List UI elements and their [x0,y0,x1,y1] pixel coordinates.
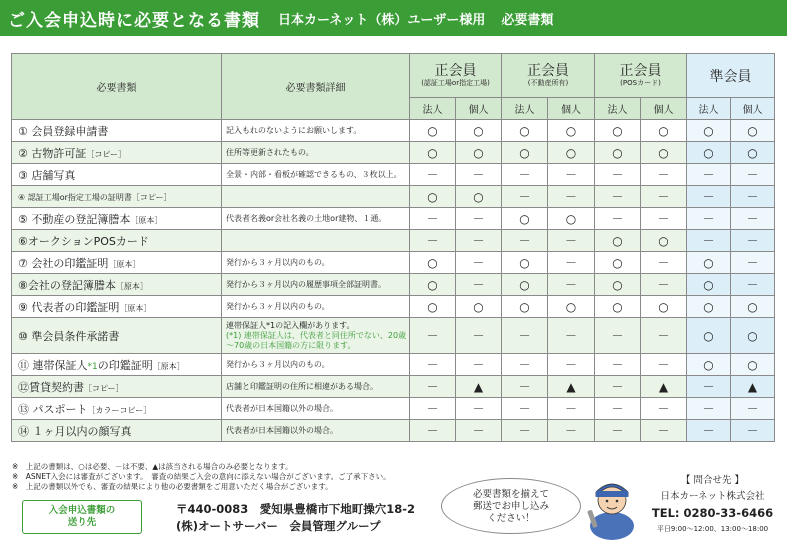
speech-bubble: 必要書類を揃えて 郵送でお申し込み ください！ [441,478,581,534]
mark-cell: － [595,186,641,208]
doc-detail: 代表者名義or会社名義の土地or建物、１通。 [222,208,410,230]
mark-cell: － [548,354,595,376]
doc-detail [222,186,410,208]
doc-name: ⑩ 準会員条件承諾書 [12,318,222,354]
mark-cell: － [595,398,641,420]
mark-cell: － [502,376,548,398]
mark-cell: － [595,354,641,376]
mark-cell: － [548,398,595,420]
doc-detail: 発行から３ヶ月以内の履歴事項全部証明書。 [222,274,410,296]
mark-cell: － [687,208,731,230]
mark-cell: － [410,164,456,186]
note-line: ※ 上記の書類は、○は必要、－は不要、▲は該当される場合のみ必要となります。 [12,462,293,471]
mark-cell: － [548,252,595,274]
mark-cell: ○ [687,142,731,164]
page-title: ご入会申込時に必要となる書類 [8,10,260,31]
mark-cell: ○ [731,142,775,164]
mark-cell: － [641,164,687,186]
mark-cell: － [548,420,595,442]
mark-cell: － [595,164,641,186]
mark-cell: ○ [410,296,456,318]
mark-cell: － [731,420,775,442]
mark-cell: ○ [641,142,687,164]
mark-cell: － [595,376,641,398]
mark-cell: － [641,420,687,442]
mark-cell: ○ [548,296,595,318]
notes [12,462,391,492]
table-row [12,274,775,296]
table-row [12,420,775,442]
mark-cell: ○ [456,186,502,208]
mark-cell: － [410,420,456,442]
mark-cell: ○ [548,120,595,142]
doc-name: ⑨ 代表者の印鑑証明［原本］ [12,296,222,318]
mark-cell: ○ [595,142,641,164]
mark-cell: ○ [595,230,641,252]
mark-cell: － [731,398,775,420]
table-row [12,398,775,420]
mark-cell: － [456,318,502,354]
header-group-regular-realestate: 正会員 (不動産所有) [502,54,595,98]
mark-cell: ○ [687,252,731,274]
mark-cell: － [641,186,687,208]
mark-cell: ○ [595,274,641,296]
doc-name: ⑤ 不動産の登記簿謄本［原本］ [12,208,222,230]
doc-name: ① 会員登録申請書 [12,120,222,142]
mark-cell: － [641,318,687,354]
doc-detail: 発行から３ヶ月以内のもの。 [222,354,410,376]
mark-cell: ○ [548,142,595,164]
mark-cell: － [456,398,502,420]
mark-cell: ○ [502,142,548,164]
table-row [12,230,775,252]
header-group-regular-pos: 正会員 (POSカード) [595,54,687,98]
mark-cell: ○ [641,296,687,318]
mark-cell: － [456,164,502,186]
mark-cell: ○ [595,296,641,318]
mark-cell: － [595,208,641,230]
mark-cell: ○ [502,252,548,274]
mark-cell: － [641,354,687,376]
mark-cell: ○ [502,120,548,142]
doc-detail: 連帯保証人*1の記入欄があります。 (*1) 連帯保証人は、代表者と同住所でない、20歳～70歳の日本国籍の方に限ります。 [222,318,410,354]
mark-cell: ○ [502,296,548,318]
mark-cell: ○ [548,208,595,230]
documents-table [11,53,775,442]
table-row [12,354,775,376]
mark-cell: ○ [731,120,775,142]
mark-cell: － [548,274,595,296]
mark-cell: ○ [641,230,687,252]
mark-cell: － [687,376,731,398]
header-group-regular-certified: 正会員 (認証工場or指定工場) [410,54,502,98]
mark-cell: ○ [595,120,641,142]
mark-cell: ▲ [456,376,502,398]
doc-detail: 住所等更新されたもの。 [222,142,410,164]
mark-cell: ○ [687,318,731,354]
contact-hours: 平日9:00～12:00、13:00～18:00 [656,525,769,533]
page-subtitle: 日本カーネット（株）ユーザー様用 [278,12,486,28]
title-banner [0,0,787,36]
header-corp: 法人 [687,98,731,120]
mark-cell: ○ [410,186,456,208]
header-corp: 法人 [502,98,548,120]
mark-cell: － [641,274,687,296]
doc-detail: 店舗と印鑑証明の住所に相違がある場合。 [222,376,410,398]
mark-cell: － [548,318,595,354]
doc-detail: 代表者が日本国籍以外の場合。 [222,420,410,442]
header-individual: 個人 [731,98,775,120]
page-subtitle-2: 必要書類 [501,12,554,28]
mark-cell: ○ [731,318,775,354]
header-documents: 必要書類 [12,54,222,120]
mark-cell: － [502,186,548,208]
mark-cell: － [456,230,502,252]
doc-name: ② 古物許可証［コピー］ [12,142,222,164]
mark-cell: ○ [502,208,548,230]
header-corp: 法人 [410,98,456,120]
mark-cell: ○ [410,274,456,296]
mark-cell: － [548,230,595,252]
mark-cell: ○ [731,296,775,318]
doc-name: ⑦ 会社の印鑑証明［原本］ [12,252,222,274]
mark-cell: ○ [456,120,502,142]
mark-cell: － [410,354,456,376]
mark-cell: ○ [687,120,731,142]
mark-cell: － [410,398,456,420]
doc-name: ⑧会社の登記簿謄本［原本］ [12,274,222,296]
mailing-address: 〒440-0083 愛知県豊橋市下地町操穴18-2 (株)オートサーバー 会員管理グループ [176,502,416,533]
mark-cell: ▲ [641,376,687,398]
mark-cell: － [456,420,502,442]
header-individual: 個人 [456,98,502,120]
mark-cell: － [731,186,775,208]
header-individual: 個人 [641,98,687,120]
mark-cell: － [548,164,595,186]
mark-cell: ○ [687,354,731,376]
mark-cell: － [548,186,595,208]
mark-cell: － [456,274,502,296]
mark-cell: － [641,208,687,230]
mark-cell: － [687,398,731,420]
mark-cell: － [410,230,456,252]
mark-cell: － [687,186,731,208]
mark-cell: － [731,230,775,252]
table-row [12,318,775,354]
mark-cell: － [687,420,731,442]
mark-cell: － [502,230,548,252]
mark-cell: － [410,208,456,230]
doc-detail: 発行から３ヶ月以内のもの。 [222,252,410,274]
mark-cell: ○ [641,120,687,142]
table-row [12,120,775,142]
doc-detail: 代表者が日本国籍以外の場合。 [222,398,410,420]
table-row [12,296,775,318]
contact-label: 【 問合せ先 】 [680,475,745,486]
mark-cell: － [502,318,548,354]
mark-cell: ○ [456,142,502,164]
mark-cell: － [502,398,548,420]
doc-name: ⑥オークションPOSカード [12,230,222,252]
mark-cell: － [731,208,775,230]
table-row [12,186,775,208]
mark-cell: － [456,208,502,230]
mark-cell: ○ [687,296,731,318]
mark-cell: － [687,230,731,252]
mark-cell: － [410,376,456,398]
doc-name: ⑭ １ヶ月以内の顔写真 [12,420,222,442]
doc-name: ④ 認証工場or指定工場の証明書［コピー］ [12,186,222,208]
doc-name: ⑪ 連帯保証人*1の印鑑証明［原本］ [12,354,222,376]
mark-cell: － [595,318,641,354]
mark-cell: － [731,274,775,296]
mark-cell: － [456,354,502,376]
mark-cell: ○ [595,252,641,274]
send-to-label: 入会申込書類の 送り先 [22,500,142,534]
mark-cell: － [687,164,731,186]
mark-cell: － [731,164,775,186]
note-line: ※ ASNET入会には審査がございます。 審査の結果ご入会の意向に添えない場合がございます。ご了承下さい。 [12,472,391,481]
doc-detail: 全景・内部・看板が確認できるもの、３枚以上。 [222,164,410,186]
mark-cell: － [731,252,775,274]
mark-cell: ○ [410,142,456,164]
doc-name: ③ 店舗写真 [12,164,222,186]
table-row [12,142,775,164]
doc-name: ⑫賃貸契約書［コピー］ [12,376,222,398]
mark-cell: － [410,318,456,354]
mark-cell: － [502,354,548,376]
table-row [12,252,775,274]
contact-info [645,472,780,534]
header-individual: 個人 [548,98,595,120]
note-line: ※ 上記の書類以外でも、審査の結果により他の必要書類をご用意いただく場合がございます。 [12,482,333,491]
mark-cell: － [502,420,548,442]
doc-detail [222,230,410,252]
header-details: 必要書類詳細 [222,54,410,120]
mark-cell: － [641,252,687,274]
mark-cell: － [502,164,548,186]
mark-cell: ○ [731,354,775,376]
mark-cell: ○ [456,296,502,318]
mark-cell: － [595,420,641,442]
table-row [12,208,775,230]
table-row [12,376,775,398]
doc-detail: 発行から３ヶ月以内のもの。 [222,296,410,318]
doc-detail: 記入もれのないようにお願いします。 [222,120,410,142]
mark-cell: ▲ [731,376,775,398]
mark-cell: ○ [687,274,731,296]
doc-name: ⑬ パスポート［カラーコピー］ [12,398,222,420]
header-corp: 法人 [595,98,641,120]
mark-cell: ▲ [548,376,595,398]
mark-cell: ○ [410,120,456,142]
mark-cell: － [456,252,502,274]
contact-company: 日本カーネット株式会社 [660,491,765,502]
contact-phone: TEL: 0280-33-6466 [651,506,774,520]
mark-cell: － [641,398,687,420]
mark-cell: ○ [502,274,548,296]
mark-cell: ○ [410,252,456,274]
table-row [12,164,775,186]
mechanic-illustration-icon [584,474,640,540]
header-group-associate: 準会員 [687,54,775,98]
